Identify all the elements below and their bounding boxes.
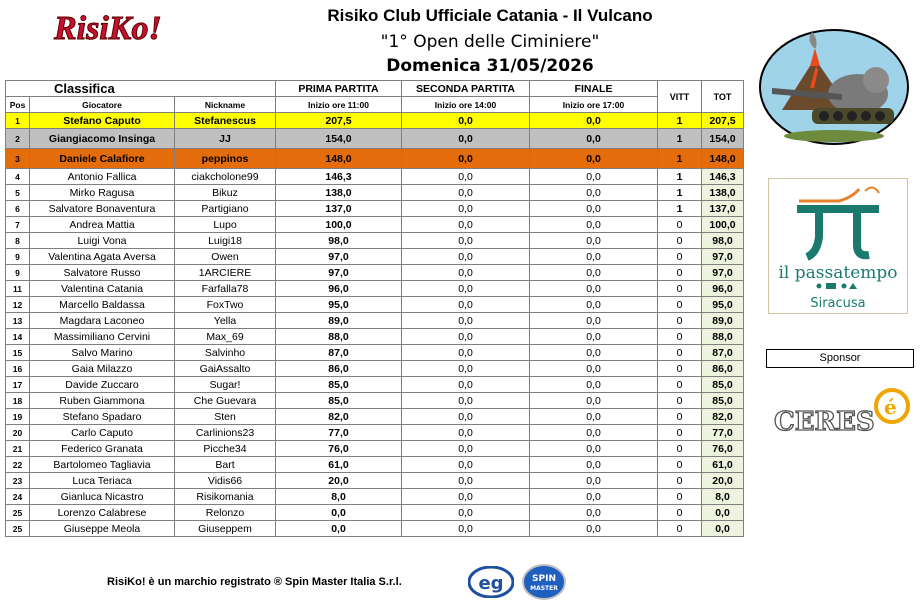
- cell-seconda-partita: 0,0: [402, 281, 530, 297]
- passatempo-sponsor-logo: [768, 178, 908, 314]
- sponsor-label: Sponsor: [766, 349, 914, 368]
- cell-vitt: 0: [658, 521, 702, 537]
- cell-vitt: 1: [658, 185, 702, 201]
- cell-giocatore: Valentina Catania: [30, 281, 175, 297]
- cell-vitt: 0: [658, 441, 702, 457]
- cell-pos: 13: [6, 313, 30, 329]
- cell-pos: 19: [6, 409, 30, 425]
- col-tot: TOT: [702, 81, 744, 113]
- cell-finale: 0,0: [530, 217, 658, 233]
- cell-prima-partita: 88,0: [276, 329, 402, 345]
- cell-tot: 85,0: [702, 393, 744, 409]
- cell-seconda-partita: 0,0: [402, 393, 530, 409]
- cell-pos: 9: [6, 249, 30, 265]
- cell-seconda-partita: 0,0: [402, 361, 530, 377]
- cell-giocatore: Federico Granata: [30, 441, 175, 457]
- cell-seconda-partita: 0,0: [402, 425, 530, 441]
- cell-pos: 15: [6, 345, 30, 361]
- cell-nickname: GaiAssalto: [175, 361, 276, 377]
- cell-finale: 0,0: [530, 441, 658, 457]
- cell-tot: 98,0: [702, 233, 744, 249]
- cell-tot: 148,0: [702, 149, 744, 169]
- table-row: [6, 457, 744, 473]
- cell-nickname: JJ: [175, 129, 276, 149]
- col-vitt: VITT: [658, 81, 702, 113]
- table-row: [6, 425, 744, 441]
- cell-giocatore: Salvatore Bonaventura: [30, 201, 175, 217]
- cell-nickname: Salvinho: [175, 345, 276, 361]
- cell-finale: 0,0: [530, 377, 658, 393]
- cell-finale: 0,0: [530, 393, 658, 409]
- cell-nickname: Carlinions23: [175, 425, 276, 441]
- cell-pos: 18: [6, 393, 30, 409]
- cell-nickname: Sten: [175, 409, 276, 425]
- cell-tot: 137,0: [702, 201, 744, 217]
- cell-finale: 0,0: [530, 201, 658, 217]
- cell-prima-partita: 96,0: [276, 281, 402, 297]
- table-header-sub: [6, 97, 744, 113]
- cell-nickname: peppinos: [175, 149, 276, 169]
- svg-text:é: é: [884, 395, 897, 419]
- cell-prima-partita: 98,0: [276, 233, 402, 249]
- cell-seconda-partita: 0,0: [402, 129, 530, 149]
- cell-finale: 0,0: [530, 233, 658, 249]
- cell-tot: 0,0: [702, 505, 744, 521]
- cell-seconda-partita: 0,0: [402, 329, 530, 345]
- table-row: [6, 113, 744, 129]
- cell-nickname: Yella: [175, 313, 276, 329]
- cell-nickname: 1ARCIERE: [175, 265, 276, 281]
- cell-prima-partita: 0,0: [276, 505, 402, 521]
- cell-seconda-partita: 0,0: [402, 377, 530, 393]
- cell-tot: 8,0: [702, 489, 744, 505]
- eg-logo: [468, 566, 514, 598]
- cell-prima-partita: 85,0: [276, 393, 402, 409]
- cell-finale: 0,0: [530, 489, 658, 505]
- cell-vitt: 0: [658, 361, 702, 377]
- cell-nickname: Max_69: [175, 329, 276, 345]
- cell-pos: 25: [6, 505, 30, 521]
- cell-giocatore: Mirko Ragusa: [30, 185, 175, 201]
- table-row: [6, 441, 744, 457]
- cell-finale: 0,0: [530, 129, 658, 149]
- cell-prima-partita: 86,0: [276, 361, 402, 377]
- cell-pos: 24: [6, 489, 30, 505]
- cell-giocatore: Giangiacomo Insinga: [30, 129, 175, 149]
- table-row: [6, 473, 744, 489]
- cell-vitt: 0: [658, 473, 702, 489]
- cell-finale: 0,0: [530, 185, 658, 201]
- cell-pos: 9: [6, 265, 30, 281]
- cell-tot: 100,0: [702, 217, 744, 233]
- cell-finale: 0,0: [530, 113, 658, 129]
- cell-finale: 0,0: [530, 425, 658, 441]
- spin-master-logo: [522, 564, 566, 600]
- table-row: [6, 521, 744, 537]
- cell-nickname: Farfalla78: [175, 281, 276, 297]
- cell-vitt: 0: [658, 329, 702, 345]
- cell-vitt: 0: [658, 313, 702, 329]
- col-nickname: Nickname: [175, 97, 276, 113]
- cell-pos: 3: [6, 149, 30, 169]
- club-title: Risiko Club Ufficiale Catania - Il Vulcano: [327, 6, 653, 25]
- cell-finale: 0,0: [530, 505, 658, 521]
- cell-finale: 0,0: [530, 521, 658, 537]
- cell-seconda-partita: 0,0: [402, 457, 530, 473]
- risiko-logo: [52, 10, 230, 46]
- cell-vitt: 1: [658, 169, 702, 185]
- cell-finale: 0,0: [530, 297, 658, 313]
- cell-nickname: Picche34: [175, 441, 276, 457]
- cell-seconda-partita: 0,0: [402, 313, 530, 329]
- table-row: [6, 265, 744, 281]
- cell-vitt: 0: [658, 265, 702, 281]
- cell-vitt: 0: [658, 457, 702, 473]
- club-logo: [758, 28, 910, 146]
- cell-giocatore: Magdara Laconeo: [30, 313, 175, 329]
- cell-nickname: Che Guevara: [175, 393, 276, 409]
- ceres-logo: [772, 386, 916, 436]
- cell-tot: 20,0: [702, 473, 744, 489]
- cell-tot: 77,0: [702, 425, 744, 441]
- cell-vitt: 0: [658, 281, 702, 297]
- trademark-footer: RisiKo! è un marchio registrato ® Spin Master Italia S.r.l.: [107, 576, 402, 588]
- event-date: Domenica 31/05/2026: [386, 56, 594, 76]
- cell-vitt: 0: [658, 217, 702, 233]
- cell-vitt: 1: [658, 149, 702, 169]
- cell-pos: 4: [6, 169, 30, 185]
- cell-pos: 20: [6, 425, 30, 441]
- cell-prima-partita: 146,3: [276, 169, 402, 185]
- passatempo-city: Siracusa: [810, 296, 866, 311]
- cell-vitt: 0: [658, 249, 702, 265]
- cell-vitt: 0: [658, 233, 702, 249]
- passatempo-name: il passatempo: [778, 263, 898, 283]
- cell-nickname: Owen: [175, 249, 276, 265]
- cell-nickname: Partigiano: [175, 201, 276, 217]
- cell-seconda-partita: 0,0: [402, 489, 530, 505]
- cell-pos: 17: [6, 377, 30, 393]
- cell-tot: 97,0: [702, 249, 744, 265]
- cell-giocatore: Lorenzo Calabrese: [30, 505, 175, 521]
- cell-giocatore: Davide Zuccaro: [30, 377, 175, 393]
- cell-tot: 88,0: [702, 329, 744, 345]
- col-finale-time: Inizio ore 17:00: [530, 97, 658, 113]
- table-row: [6, 281, 744, 297]
- cell-tot: 86,0: [702, 361, 744, 377]
- cell-pos: 25: [6, 521, 30, 537]
- cell-finale: 0,0: [530, 457, 658, 473]
- cell-finale: 0,0: [530, 329, 658, 345]
- risiko-logo-text: RisiKo!: [54, 10, 162, 46]
- col-giocatore: Giocatore: [30, 97, 175, 113]
- col-seconda-partita: SECONDA PARTITA: [402, 81, 530, 97]
- standings-title: Classifica: [6, 81, 276, 97]
- cell-nickname: Risikomania: [175, 489, 276, 505]
- cell-prima-partita: 0,0: [276, 521, 402, 537]
- cell-pos: 22: [6, 457, 30, 473]
- table-row: [6, 297, 744, 313]
- cell-prima-partita: 97,0: [276, 265, 402, 281]
- cell-giocatore: Gianluca Nicastro: [30, 489, 175, 505]
- cell-prima-partita: 148,0: [276, 149, 402, 169]
- cell-seconda-partita: 0,0: [402, 233, 530, 249]
- cell-giocatore: Luigi Vona: [30, 233, 175, 249]
- cell-giocatore: Valentina Agata Aversa: [30, 249, 175, 265]
- col-seconda-time: Inizio ore 14:00: [402, 97, 530, 113]
- standings-table: [5, 80, 744, 537]
- cell-tot: 0,0: [702, 521, 744, 537]
- cell-prima-partita: 87,0: [276, 345, 402, 361]
- col-finale: FINALE: [530, 81, 658, 97]
- cell-tot: 95,0: [702, 297, 744, 313]
- table-row: [6, 345, 744, 361]
- cell-seconda-partita: 0,0: [402, 409, 530, 425]
- cell-giocatore: Luca Teriaca: [30, 473, 175, 489]
- cell-giocatore: Bartolomeo Tagliavia: [30, 457, 175, 473]
- cell-tot: 85,0: [702, 377, 744, 393]
- cell-finale: 0,0: [530, 361, 658, 377]
- cell-nickname: Sugar!: [175, 377, 276, 393]
- cell-vitt: 0: [658, 425, 702, 441]
- cell-seconda-partita: 0,0: [402, 249, 530, 265]
- cell-tot: 154,0: [702, 129, 744, 149]
- table-row: [6, 233, 744, 249]
- table-row: [6, 361, 744, 377]
- cell-giocatore: Salvatore Russo: [30, 265, 175, 281]
- cell-prima-partita: 77,0: [276, 425, 402, 441]
- cell-tot: 76,0: [702, 441, 744, 457]
- cell-seconda-partita: 0,0: [402, 505, 530, 521]
- cell-vitt: 0: [658, 489, 702, 505]
- table-row: [6, 489, 744, 505]
- cell-pos: 16: [6, 361, 30, 377]
- cell-giocatore: Salvo Marino: [30, 345, 175, 361]
- cell-finale: 0,0: [530, 409, 658, 425]
- cell-tot: 146,3: [702, 169, 744, 185]
- cell-tot: 207,5: [702, 113, 744, 129]
- cell-pos: 8: [6, 233, 30, 249]
- cell-seconda-partita: 0,0: [402, 345, 530, 361]
- cell-seconda-partita: 0,0: [402, 473, 530, 489]
- cell-nickname: FoxTwo: [175, 297, 276, 313]
- pi-icon: [769, 179, 907, 313]
- cell-prima-partita: 100,0: [276, 217, 402, 233]
- cell-nickname: Giuseppem: [175, 521, 276, 537]
- cell-finale: 0,0: [530, 265, 658, 281]
- cell-giocatore: Massimiliano Cervini: [30, 329, 175, 345]
- cell-giocatore: Antonio Fallica: [30, 169, 175, 185]
- cell-vitt: 0: [658, 505, 702, 521]
- cell-nickname: Lupo: [175, 217, 276, 233]
- table-row: [6, 169, 744, 185]
- cell-seconda-partita: 0,0: [402, 297, 530, 313]
- cell-giocatore: Ruben Giammona: [30, 393, 175, 409]
- cell-nickname: Relonzo: [175, 505, 276, 521]
- table-row: [6, 409, 744, 425]
- cell-finale: 0,0: [530, 169, 658, 185]
- cell-prima-partita: 85,0: [276, 377, 402, 393]
- cell-giocatore: Andrea Mattia: [30, 217, 175, 233]
- cell-prima-partita: 76,0: [276, 441, 402, 457]
- cell-nickname: ciakcholone99: [175, 169, 276, 185]
- spin-logo-bottom: MASTER: [530, 585, 558, 592]
- cell-pos: 11: [6, 281, 30, 297]
- cell-seconda-partita: 0,0: [402, 217, 530, 233]
- cell-seconda-partita: 0,0: [402, 113, 530, 129]
- cell-pos: 14: [6, 329, 30, 345]
- table-row: [6, 185, 744, 201]
- cell-tot: 87,0: [702, 345, 744, 361]
- cell-vitt: 1: [658, 113, 702, 129]
- eg-logo-text: eg: [478, 573, 504, 594]
- table-row: [6, 505, 744, 521]
- cell-pos: 23: [6, 473, 30, 489]
- cell-finale: 0,0: [530, 313, 658, 329]
- col-prima-time: Inizio ore 11:00: [276, 97, 402, 113]
- cell-vitt: 0: [658, 345, 702, 361]
- cell-nickname: Luigi18: [175, 233, 276, 249]
- cell-vitt: 1: [658, 201, 702, 217]
- cell-prima-partita: 61,0: [276, 457, 402, 473]
- cell-tot: 97,0: [702, 265, 744, 281]
- cell-vitt: 1: [658, 129, 702, 149]
- cell-nickname: Bikuz: [175, 185, 276, 201]
- cell-seconda-partita: 0,0: [402, 521, 530, 537]
- cell-vitt: 0: [658, 297, 702, 313]
- cell-prima-partita: 95,0: [276, 297, 402, 313]
- cell-seconda-partita: 0,0: [402, 441, 530, 457]
- cell-giocatore: Stefano Caputo: [30, 113, 175, 129]
- table-header-top: [6, 81, 744, 97]
- table-row: [6, 377, 744, 393]
- cell-tot: 89,0: [702, 313, 744, 329]
- cell-finale: 0,0: [530, 149, 658, 169]
- cell-prima-partita: 8,0: [276, 489, 402, 505]
- cell-seconda-partita: 0,0: [402, 185, 530, 201]
- cell-giocatore: Marcello Baldassa: [30, 297, 175, 313]
- cell-prima-partita: 154,0: [276, 129, 402, 149]
- cell-nickname: Vidis66: [175, 473, 276, 489]
- cell-tot: 61,0: [702, 457, 744, 473]
- col-prima-partita: PRIMA PARTITA: [276, 81, 402, 97]
- cell-giocatore: Gaia Milazzo: [30, 361, 175, 377]
- cell-prima-partita: 97,0: [276, 249, 402, 265]
- cell-seconda-partita: 0,0: [402, 265, 530, 281]
- cell-prima-partita: 138,0: [276, 185, 402, 201]
- event-title: "1° Open delle Ciminiere": [380, 32, 600, 52]
- table-row: [6, 149, 744, 169]
- cell-prima-partita: 207,5: [276, 113, 402, 129]
- table-row: [6, 129, 744, 149]
- cell-seconda-partita: 0,0: [402, 149, 530, 169]
- cell-pos: 2: [6, 129, 30, 149]
- cell-prima-partita: 89,0: [276, 313, 402, 329]
- table-row: [6, 201, 744, 217]
- ceres-text: CERES: [774, 407, 875, 436]
- cell-seconda-partita: 0,0: [402, 201, 530, 217]
- table-row: [6, 313, 744, 329]
- cell-vitt: 0: [658, 377, 702, 393]
- cell-seconda-partita: 0,0: [402, 169, 530, 185]
- cell-finale: 0,0: [530, 473, 658, 489]
- cell-nickname: Stefanescus: [175, 113, 276, 129]
- cell-pos: 6: [6, 201, 30, 217]
- cell-prima-partita: 20,0: [276, 473, 402, 489]
- cell-pos: 12: [6, 297, 30, 313]
- cell-pos: 21: [6, 441, 30, 457]
- cell-nickname: Bart: [175, 457, 276, 473]
- cell-giocatore: Carlo Caputo: [30, 425, 175, 441]
- col-pos: Pos: [6, 97, 30, 113]
- table-row: [6, 217, 744, 233]
- table-row: [6, 249, 744, 265]
- cell-pos: 1: [6, 113, 30, 129]
- cell-pos: 7: [6, 217, 30, 233]
- spin-logo-top: SPIN: [532, 574, 556, 584]
- cell-vitt: 0: [658, 409, 702, 425]
- cell-finale: 0,0: [530, 281, 658, 297]
- cell-giocatore: Giuseppe Meola: [30, 521, 175, 537]
- cell-tot: 138,0: [702, 185, 744, 201]
- cell-vitt: 0: [658, 393, 702, 409]
- table-row: [6, 393, 744, 409]
- cell-pos: 5: [6, 185, 30, 201]
- cell-tot: 82,0: [702, 409, 744, 425]
- cell-prima-partita: 82,0: [276, 409, 402, 425]
- cell-tot: 96,0: [702, 281, 744, 297]
- cell-finale: 0,0: [530, 249, 658, 265]
- cell-giocatore: Stefano Spadaro: [30, 409, 175, 425]
- table-row: [6, 329, 744, 345]
- cell-prima-partita: 137,0: [276, 201, 402, 217]
- cell-finale: 0,0: [530, 345, 658, 361]
- cell-giocatore: Daniele Calafiore: [30, 149, 175, 169]
